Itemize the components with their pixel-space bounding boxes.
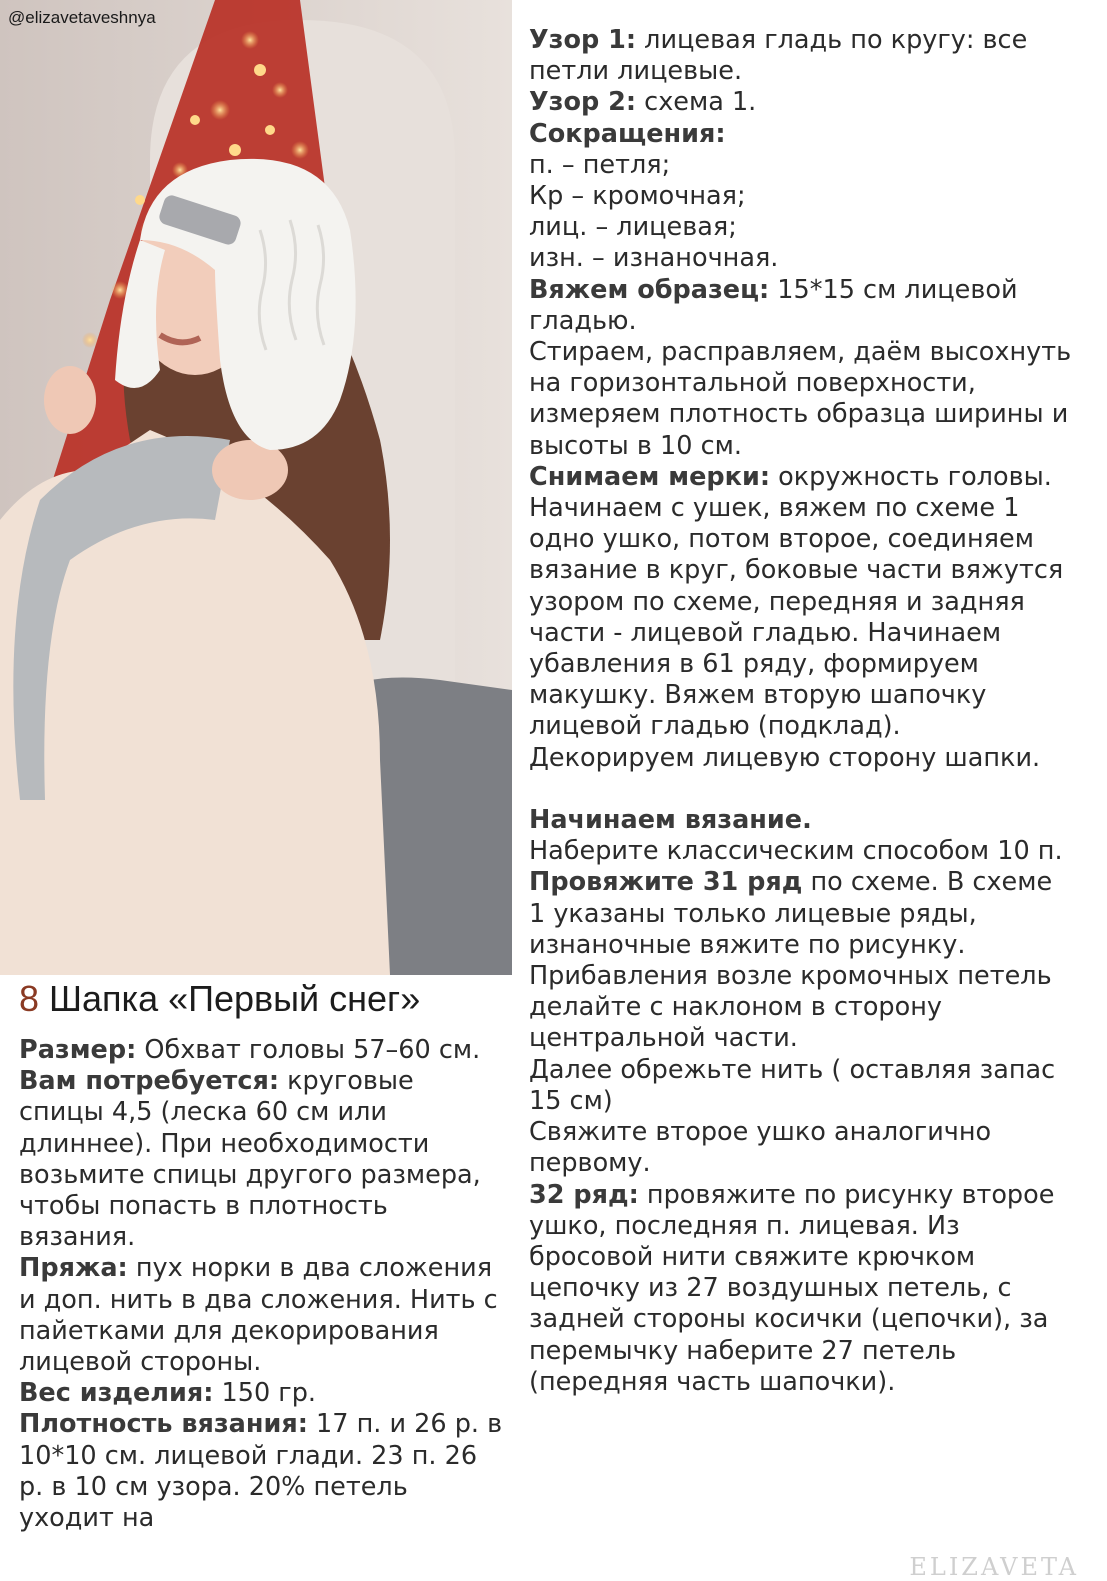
paragraph-text: п. – петля; (529, 149, 671, 180)
pattern-number: 8 (19, 978, 40, 1019)
paragraph-text: окружность головы. Начинаем с ушек, вяжем по схеме 1 одно ушко, потом второе, соединяем вязание в круг, боковые части вяжутся узором по схеме, передняя и задняя части - лицевой гладью. Начинаем убавления в 61 ряду, формируем макушку. Вяжем вторую шапочку лицевой гладью (подклад). Декорируем лицевую сторону шапки. (529, 461, 1064, 773)
paragraph-text: 15*15 см лицевой гладью. (529, 274, 1018, 336)
right-column-paragraph (529, 1180, 1074, 1398)
paragraph-text: Наберите классическим способом 10 п. (529, 836, 1063, 867)
right-column-paragraph (529, 805, 1074, 836)
paragraph-text: Кр – кромочная; (529, 181, 746, 212)
right-column-paragraph (529, 119, 1074, 150)
paragraph-text: Свяжите второе ушко аналогично первому. (529, 1117, 992, 1179)
paragraph-text: изн. – изнаночная. (529, 243, 779, 274)
photo-illustration (0, 0, 512, 975)
right-column-paragraph (529, 337, 1074, 462)
right-column-paragraph (529, 836, 1074, 867)
left-column-paragraph (19, 1409, 504, 1534)
paragraph-label: 32 ряд: (529, 1179, 639, 1210)
right-column-paragraph (529, 243, 1074, 274)
paragraph-label: Снимаем мерки: (529, 461, 771, 492)
paragraph-text: 150 гр. (213, 1378, 316, 1409)
paragraph-text: 17 п. и 26 р. в 10*10 см. лицевой глади. 23 п. 26 р. в 10 см узора. 20% петель уходит на (19, 1409, 503, 1534)
paragraph-label: Пряжа: (19, 1253, 128, 1284)
paragraph-label: Вам потребуется: (19, 1066, 280, 1097)
paragraph-label: Начинаем вязание. (529, 805, 812, 836)
right-column-paragraph (529, 1117, 1074, 1179)
paragraph-text: лицевая гладь по кругу: все петли лицевые. (529, 25, 1028, 87)
instructions-column (529, 25, 1074, 1398)
left-column-paragraph (19, 1378, 504, 1409)
paragraph-text: круговые спицы 4,5 (леска 60 см или длиннее). При необходимости возьмите спицы другого размера, чтобы попасть в плотность вязания. (19, 1066, 481, 1253)
paragraph-label: Провяжите 31 ряд (529, 867, 803, 898)
paragraph-text: провяжите по рисунку второе ушко, последняя п. лицевая. Из бросовой нити свяжите крючком цепочку из 27 воздушных петель, с задней стороны косички (цепочки), за перемычку наберите 27 петель (передняя часть шапочки). (529, 1179, 1055, 1397)
right-column-paragraph (529, 867, 1074, 1054)
materials-column (19, 1035, 504, 1534)
paragraph-text: Стираем, расправляем, даём высохнуть на горизонтальной поверхности, измеряем плотность образца ширины и высоты в 10 см. (529, 337, 1072, 461)
paragraph-text: Обхват головы 57–60 см. (136, 1035, 481, 1065)
right-column-paragraph (529, 150, 1074, 181)
paragraph-label: Вес изделия: (19, 1378, 214, 1409)
paragraph-label: Сокращения: (529, 118, 726, 149)
paragraph-text: Далее обрежьте нить ( оставляя запас 15 см) (529, 1054, 1056, 1116)
right-column-paragraph (529, 1055, 1074, 1117)
paragraph-text: пух норки в два сложения и доп. нить в два сложения. Нить с пайетками для декорирования лицевой стороны. (19, 1253, 498, 1378)
right-column-paragraph (529, 25, 1074, 87)
paragraph-label: Вяжем образец: (529, 274, 770, 305)
pattern-title (19, 977, 420, 1021)
paragraph-label: Размер: (19, 1035, 137, 1065)
paragraph-text: по схеме. В схеме 1 указаны только лицевые ряды, изнаночные вяжите по рисунку. Прибавления возле кромочных петель делайте с наклоном в сторону центральной части. (529, 867, 1053, 1054)
left-column-paragraph (19, 1253, 504, 1378)
left-column-paragraph (19, 1035, 504, 1066)
right-column-paragraph (529, 462, 1074, 774)
right-column-paragraph (529, 275, 1074, 337)
right-column-paragraph (529, 774, 1074, 805)
paragraph-text: схема 1. (636, 87, 757, 118)
pattern-title-text: Шапка «Первый снег» (49, 978, 421, 1019)
author-handle: @elizavetaveshnya (8, 8, 156, 27)
right-column-paragraph (529, 181, 1074, 212)
paragraph-label: Узор 1: (529, 25, 637, 55)
left-column-paragraph (19, 1066, 504, 1253)
right-column-paragraph (529, 212, 1074, 243)
brand-watermark: ELIZAVETA (909, 1553, 1079, 1581)
paragraph-label: Узор 2: (529, 87, 637, 118)
right-column-paragraph (529, 87, 1074, 118)
paragraph-text: лиц. – лицевая; (529, 212, 737, 243)
paragraph-label: Плотность вязания: (19, 1409, 308, 1440)
product-photo (0, 0, 512, 975)
